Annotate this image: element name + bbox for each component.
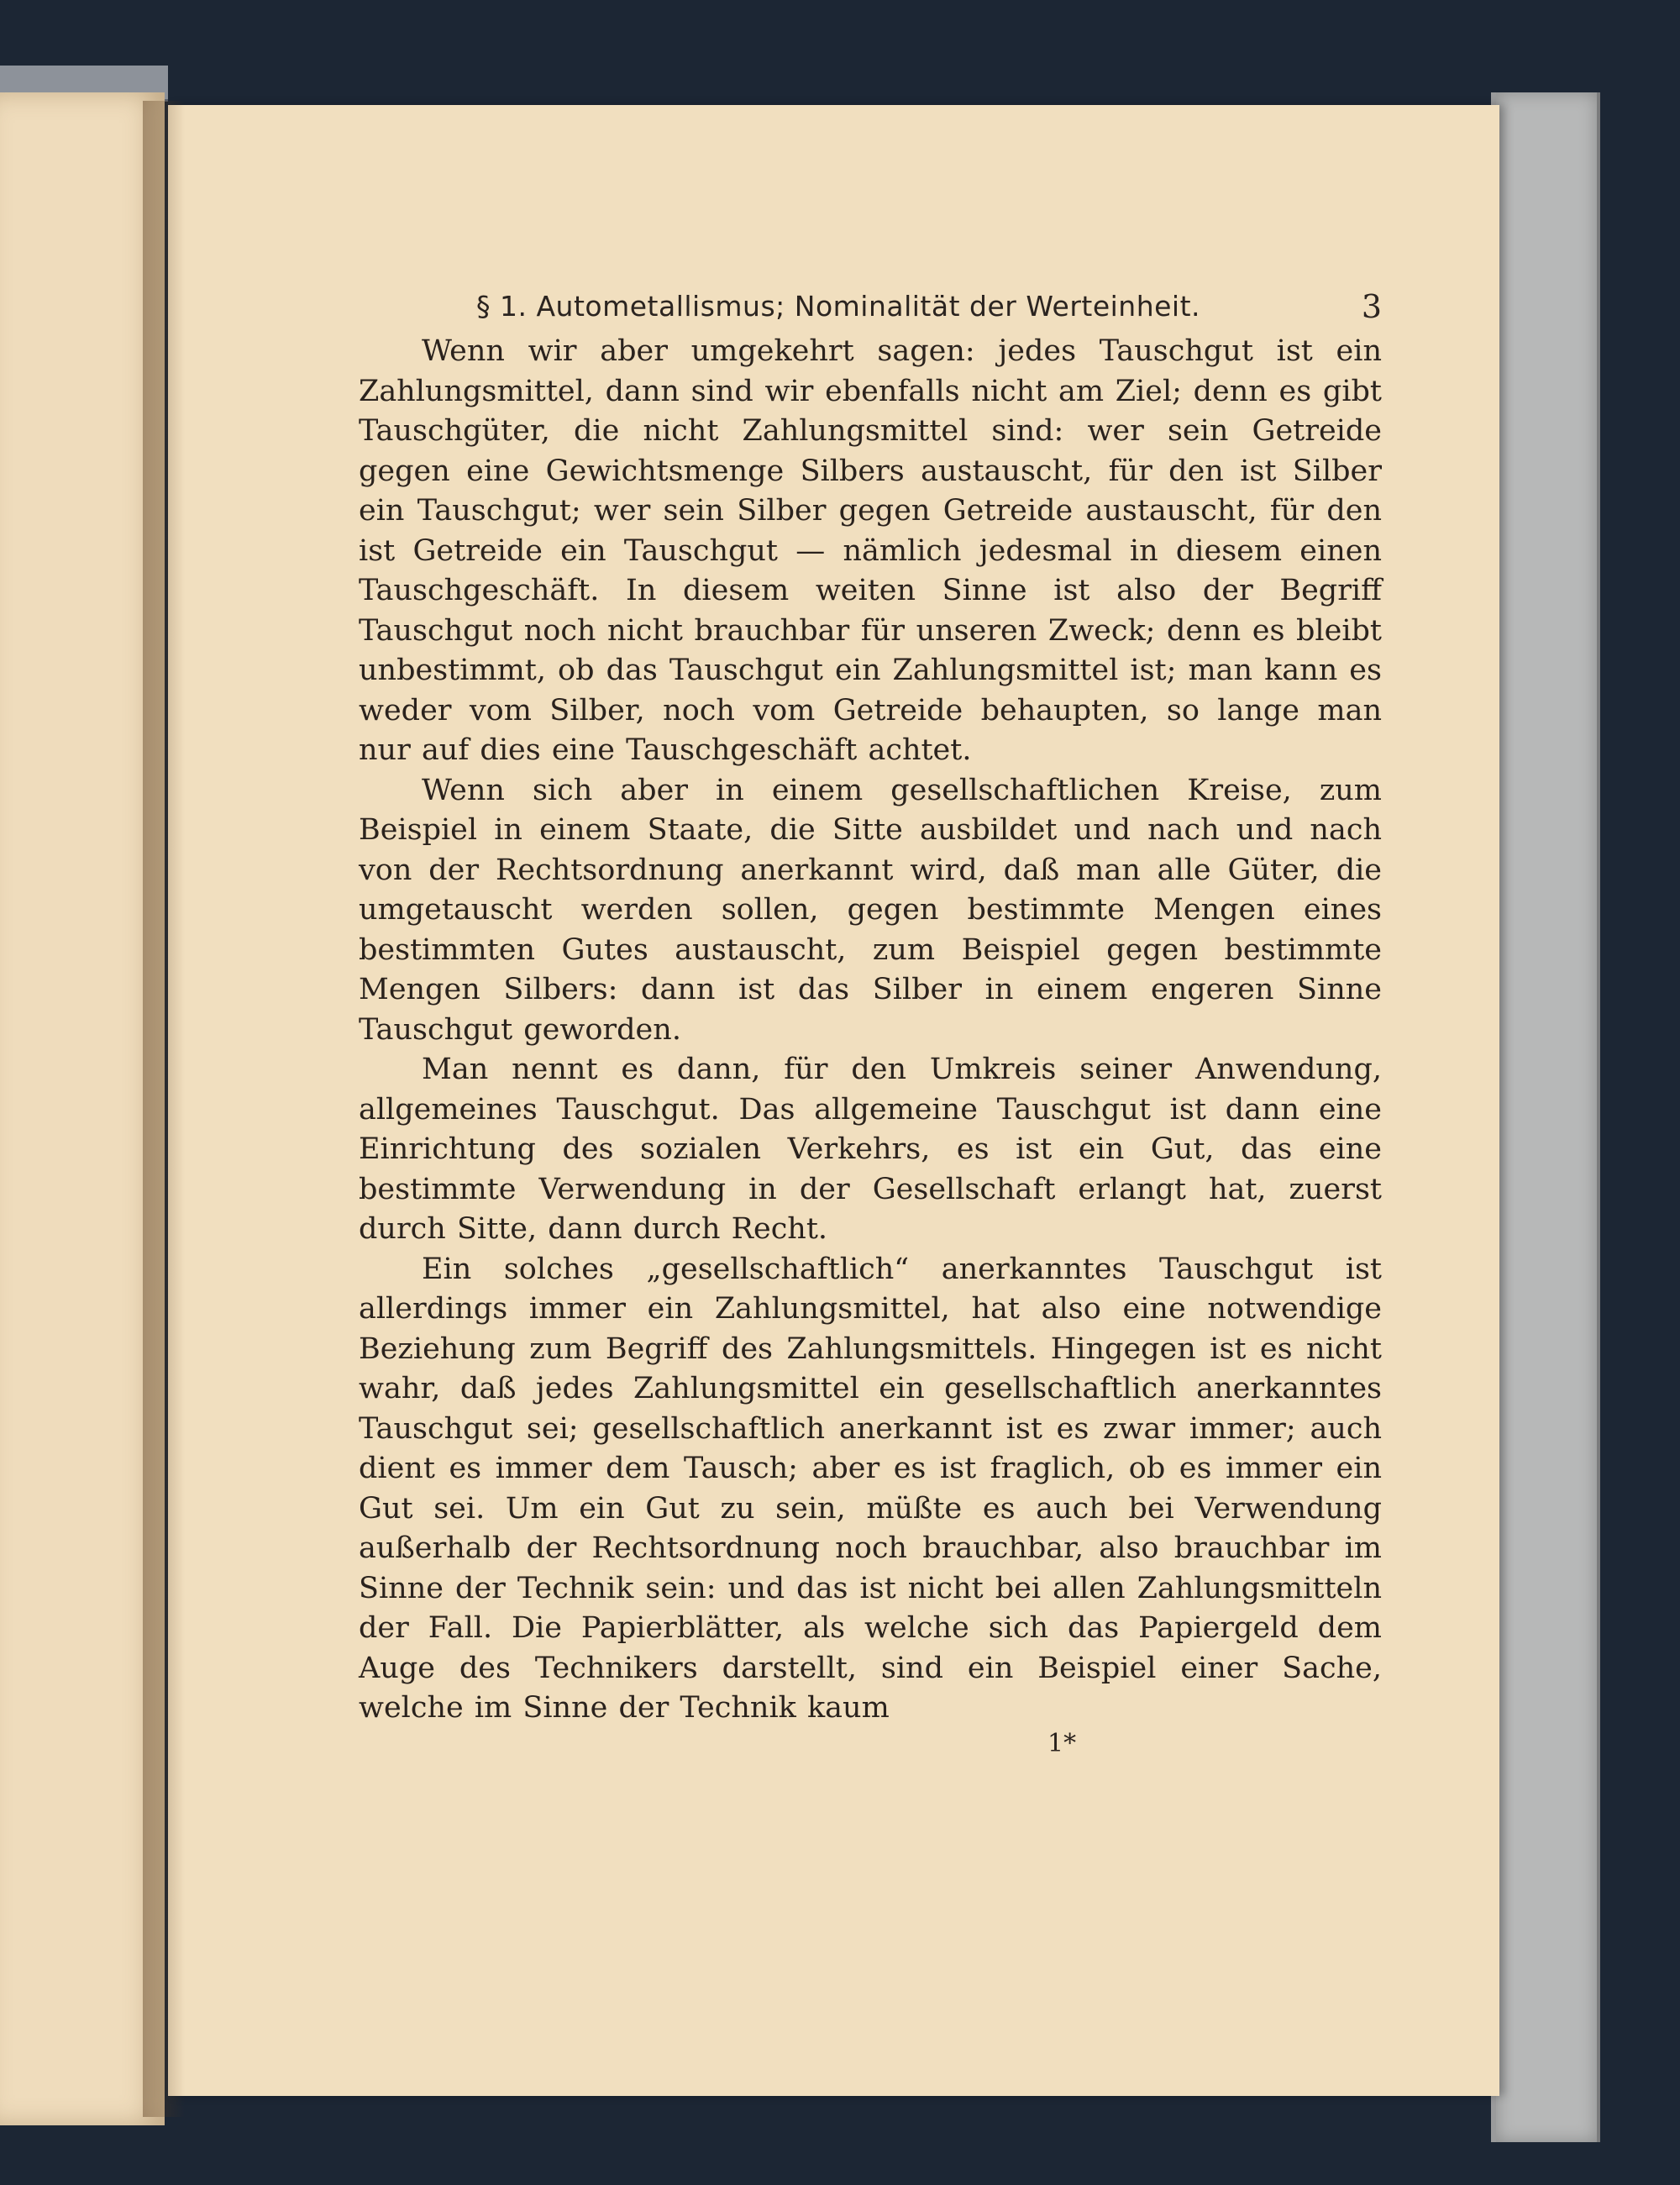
signature-mark-text: 1* bbox=[1047, 1728, 1077, 1758]
running-head-title: § 1. Autometallismus; Nominalität der Werteinheit. bbox=[476, 290, 1201, 323]
running-head bbox=[359, 281, 1382, 332]
right-cover-board bbox=[1491, 92, 1600, 2142]
page-number: 3 bbox=[1361, 288, 1382, 325]
paragraph-4: Ein solches „gesellschaftlich“ anerkanntes Tauschgut ist allerdings immer ein Zahlungsmittel, hat also eine notwendige Beziehung zum Begriff des Zahlungsmittels. Hingegen ist es nicht wahr, daß jedes Zahlungsmittel ein gesellschaftlich anerkanntes Tauschgut sei; gesellschaftlich anerkannt ist es zwar immer; auch dient es immer dem Tausch; aber es ist fraglich, ob es immer ein Gut sei. Um ein Gut zu sein, müßte es auch bei Verwendung außerhalb der Rechtsordnung noch brauchbar, also brauchbar im Sinne der Technik sein: und das ist nicht bei allen Zahlungsmitteln der Fall. Die Papierblätter, als welche sich das Papiergeld dem Auge des Technikers darstellt, sind ein Beispiel einer Sache, welche im Sinne der Technik kaum bbox=[359, 1252, 1382, 1725]
gutter-shadow bbox=[143, 101, 185, 2117]
body-text bbox=[359, 332, 1382, 1729]
paragraph-2: Wenn sich aber in einem gesellschaftlichen Kreise, zum Beispiel in einem Staate, die Sitte ausbildet und nach und nach von der Rechtsordnung anerkannt wird, daß man alle Güter, die umgetauscht werden sollen, gegen bestimmte Mengen eines bestimmten Gutes austauscht, zum Beispiel gegen bestimmte Mengen Silbers: dann ist das Silber in einem engeren Sinne Tauschgut geworden. bbox=[359, 773, 1382, 1047]
left-page bbox=[0, 92, 165, 2125]
paragraph-1: Wenn wir aber umgekehrt sagen: jedes Tauschgut ist ein Zahlungsmittel, dann sind wir ebenfalls nicht am Ziel; denn es gibt Tauschgüter, die nicht Zahlungsmittel sind: wer sein Getreide gegen eine Gewichtsmenge Silbers austauscht, für den ist Silber ein Tauschgut; wer sein Silber gegen Getreide austauscht, für den ist Getreide ein Tauschgut — nämlich jedesmal in diesem einen Tauschgeschäft. In diesem weiten Sinne ist also der Begriff Tauschgut noch nicht brauchbar für unseren Zweck; denn es bleibt unbestimmt, ob das Tauschgut ein Zahlungsmittel ist; man kann es weder vom Silber, noch vom Getreide behaupten, so lange man nur auf dies eine Tauschgeschäft achtet. bbox=[359, 334, 1382, 767]
signature-mark bbox=[359, 1729, 1382, 1762]
page-content bbox=[359, 281, 1382, 1762]
book-page bbox=[168, 105, 1499, 2096]
paragraph-3: Man nennt es dann, für den Umkreis seiner Anwendung, allgemeines Tauschgut. Das allgemeine Tauschgut ist dann eine Einrichtung des sozialen Verkehrs, es ist ein Gut, das eine bestimmte Verwendung in der Gesellschaft erlangt hat, zuerst durch Sitte, dann durch Recht. bbox=[359, 1053, 1382, 1246]
